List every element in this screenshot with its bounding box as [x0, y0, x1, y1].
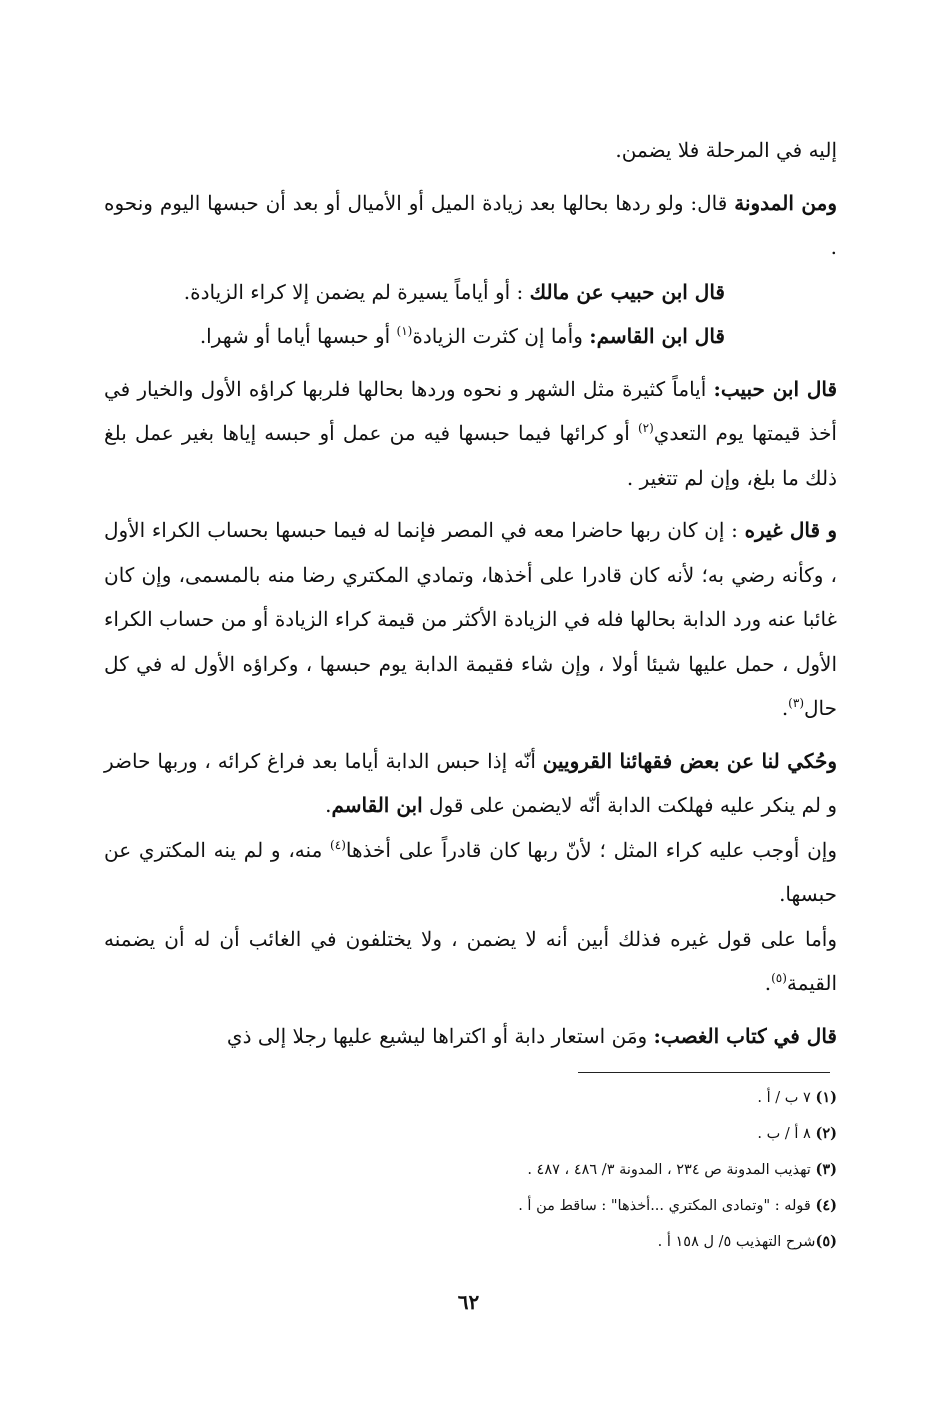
paragraph-1-text: إليه في المرحلة فلا يضمن.: [615, 138, 837, 162]
paragraph-1: [104, 128, 837, 173]
paragraph-3-heading: قال ابن حبيب عن مالك: [529, 279, 725, 304]
paragraph-8-text: وإن أوجب عليه كراء المثل ؛ لأنّ ربها كان قادراً على أخذها: [345, 837, 837, 862]
footnote-4: [300, 1188, 837, 1224]
footnote-number: (١): [815, 1089, 837, 1106]
paragraph-10-text: ومَن استعار دابة أو اكتراها ليشيع عليها رجلا إلى ذي: [226, 1023, 654, 1048]
footnote-text: ٧ ب / أ .: [757, 1090, 816, 1106]
main-text-block: [104, 128, 837, 1058]
footnote-number: (٤): [815, 1197, 837, 1214]
footnote-number: (٥): [815, 1233, 837, 1250]
footnote-ref-4[interactable]: (٤): [330, 837, 346, 852]
paragraph-6-text: : إن كان ربها حاضرا معه في المصر فإنما له فيما حبسها بحساب الكراء الأول ، وكأنه رضي به؛ لأنه كان قادرا على أخذها، وتمادي المكتري رضا منه بالمسمى، وإن كان غائبا عنه ورد الدابة بحالها فله في الزيادة الأكثر من قيمة كراء الزيادة أو من حساب الكراء الأول ، حمل عليها شيئا أولا ، وإن شاء فقيمة الدابة يوم حبسها ، وكراؤه الأول له في كل حال: [104, 518, 837, 720]
footnote-ref-2[interactable]: (٢): [637, 421, 654, 435]
paragraph-10-heading: قال في كتاب الغصب:: [653, 1023, 837, 1048]
paragraph-8-text-2: منه، و لم ينه المكتري عن حبسها.: [104, 837, 837, 906]
paragraph-7: [104, 739, 837, 828]
paragraph-5-text-2: أو كرائها فيما حبسها فيه من عمل أو حبسه إياها بغير عمل بلغ ذلك ما بلغ، وإن لم تتغير .: [104, 421, 837, 490]
paragraph-7-heading: وحُكي لنا عن بعض فقهائنا القرويين: [542, 748, 837, 773]
footnote-3: [300, 1152, 837, 1188]
footnote-number: (٢): [815, 1125, 837, 1142]
footnote-text: تهذيب المدونة ص ٢٣٤ ، المدونة ٣/ ٤٨٦ ، ٤٨٧ .: [527, 1162, 816, 1178]
paragraph-8: [104, 828, 837, 917]
footnote-divider: [578, 1072, 830, 1073]
paragraph-3-text: : أو أياماً يسيرة لم يضمن إلا كراء الزيادة.: [183, 279, 530, 304]
paragraph-3: [104, 270, 837, 315]
footnote-5: [300, 1224, 837, 1260]
paragraph-6: [104, 508, 837, 731]
paragraph-5: [104, 367, 837, 501]
footnote-number: (٣): [815, 1161, 837, 1178]
paragraph-7-text: أنّه إذا حبس الدابة أياما بعد فراغ كرائه ، وربها حاضر و لم ينكر عليه فهلكت الدابة أنّه لايضمن على قول: [104, 748, 837, 817]
paragraph-9: [104, 917, 837, 1006]
paragraph-2-heading: ومن المدونة: [734, 190, 838, 215]
paragraph-4-text-2: أو حبسها أياما أو شهرا.: [199, 324, 397, 348]
paragraph-4-text: وأما إن كثرت الزيادة: [412, 324, 590, 348]
footnote-text: ٨ أ / ب .: [757, 1126, 816, 1142]
paragraph-2-text: قال: ولو ردها بحالها بعد زيادة الميل أو الأميال أو بعد أن حبسها اليوم ونحوه .: [104, 190, 837, 259]
page-number: ٦٢: [457, 1290, 480, 1314]
paragraph-5-text: أياماً كثيرة مثل الشهر و نحوه وردها بحالها فلربها كراؤه الأول والخيار في أخذ قيمتها يوم التعدي: [104, 376, 837, 445]
paragraph-2: [104, 181, 837, 270]
footnote-ref-3[interactable]: (٣): [788, 696, 804, 710]
footnotes: [300, 1080, 837, 1260]
footnote-text: قوله : "وتمادى المكتري ...أخذها" : ساقط من أ .: [518, 1198, 816, 1214]
paragraph-7-end: .: [325, 793, 332, 817]
paragraph-5-heading: قال ابن حبيب:: [713, 376, 838, 401]
footnote-ref-1[interactable]: (١): [396, 324, 413, 338]
paragraph-4-heading: قال ابن القاسم:: [589, 324, 725, 348]
paragraph-6-heading: و قال غيره: [744, 518, 838, 542]
footnote-1: [300, 1080, 837, 1116]
paragraph-4: [104, 314, 837, 359]
footnote-text: شرح التهذيب ٥/ ل ١٥٨ أ .: [657, 1234, 816, 1250]
paragraph-6-end: .: [781, 696, 789, 720]
paragraph-10: [104, 1014, 837, 1059]
paragraph-9-end: .: [764, 971, 772, 995]
paragraph-9-text: وأما على قول غيره فذلك أبين أنه لا يضمن ، ولا يختلفون في الغائب أن له أن يضمنه القيمة: [104, 926, 837, 995]
paragraph-7-name: ابن القاسم: [331, 793, 423, 817]
footnote-ref-5[interactable]: (٥): [771, 971, 787, 985]
footnote-2: [300, 1116, 837, 1152]
